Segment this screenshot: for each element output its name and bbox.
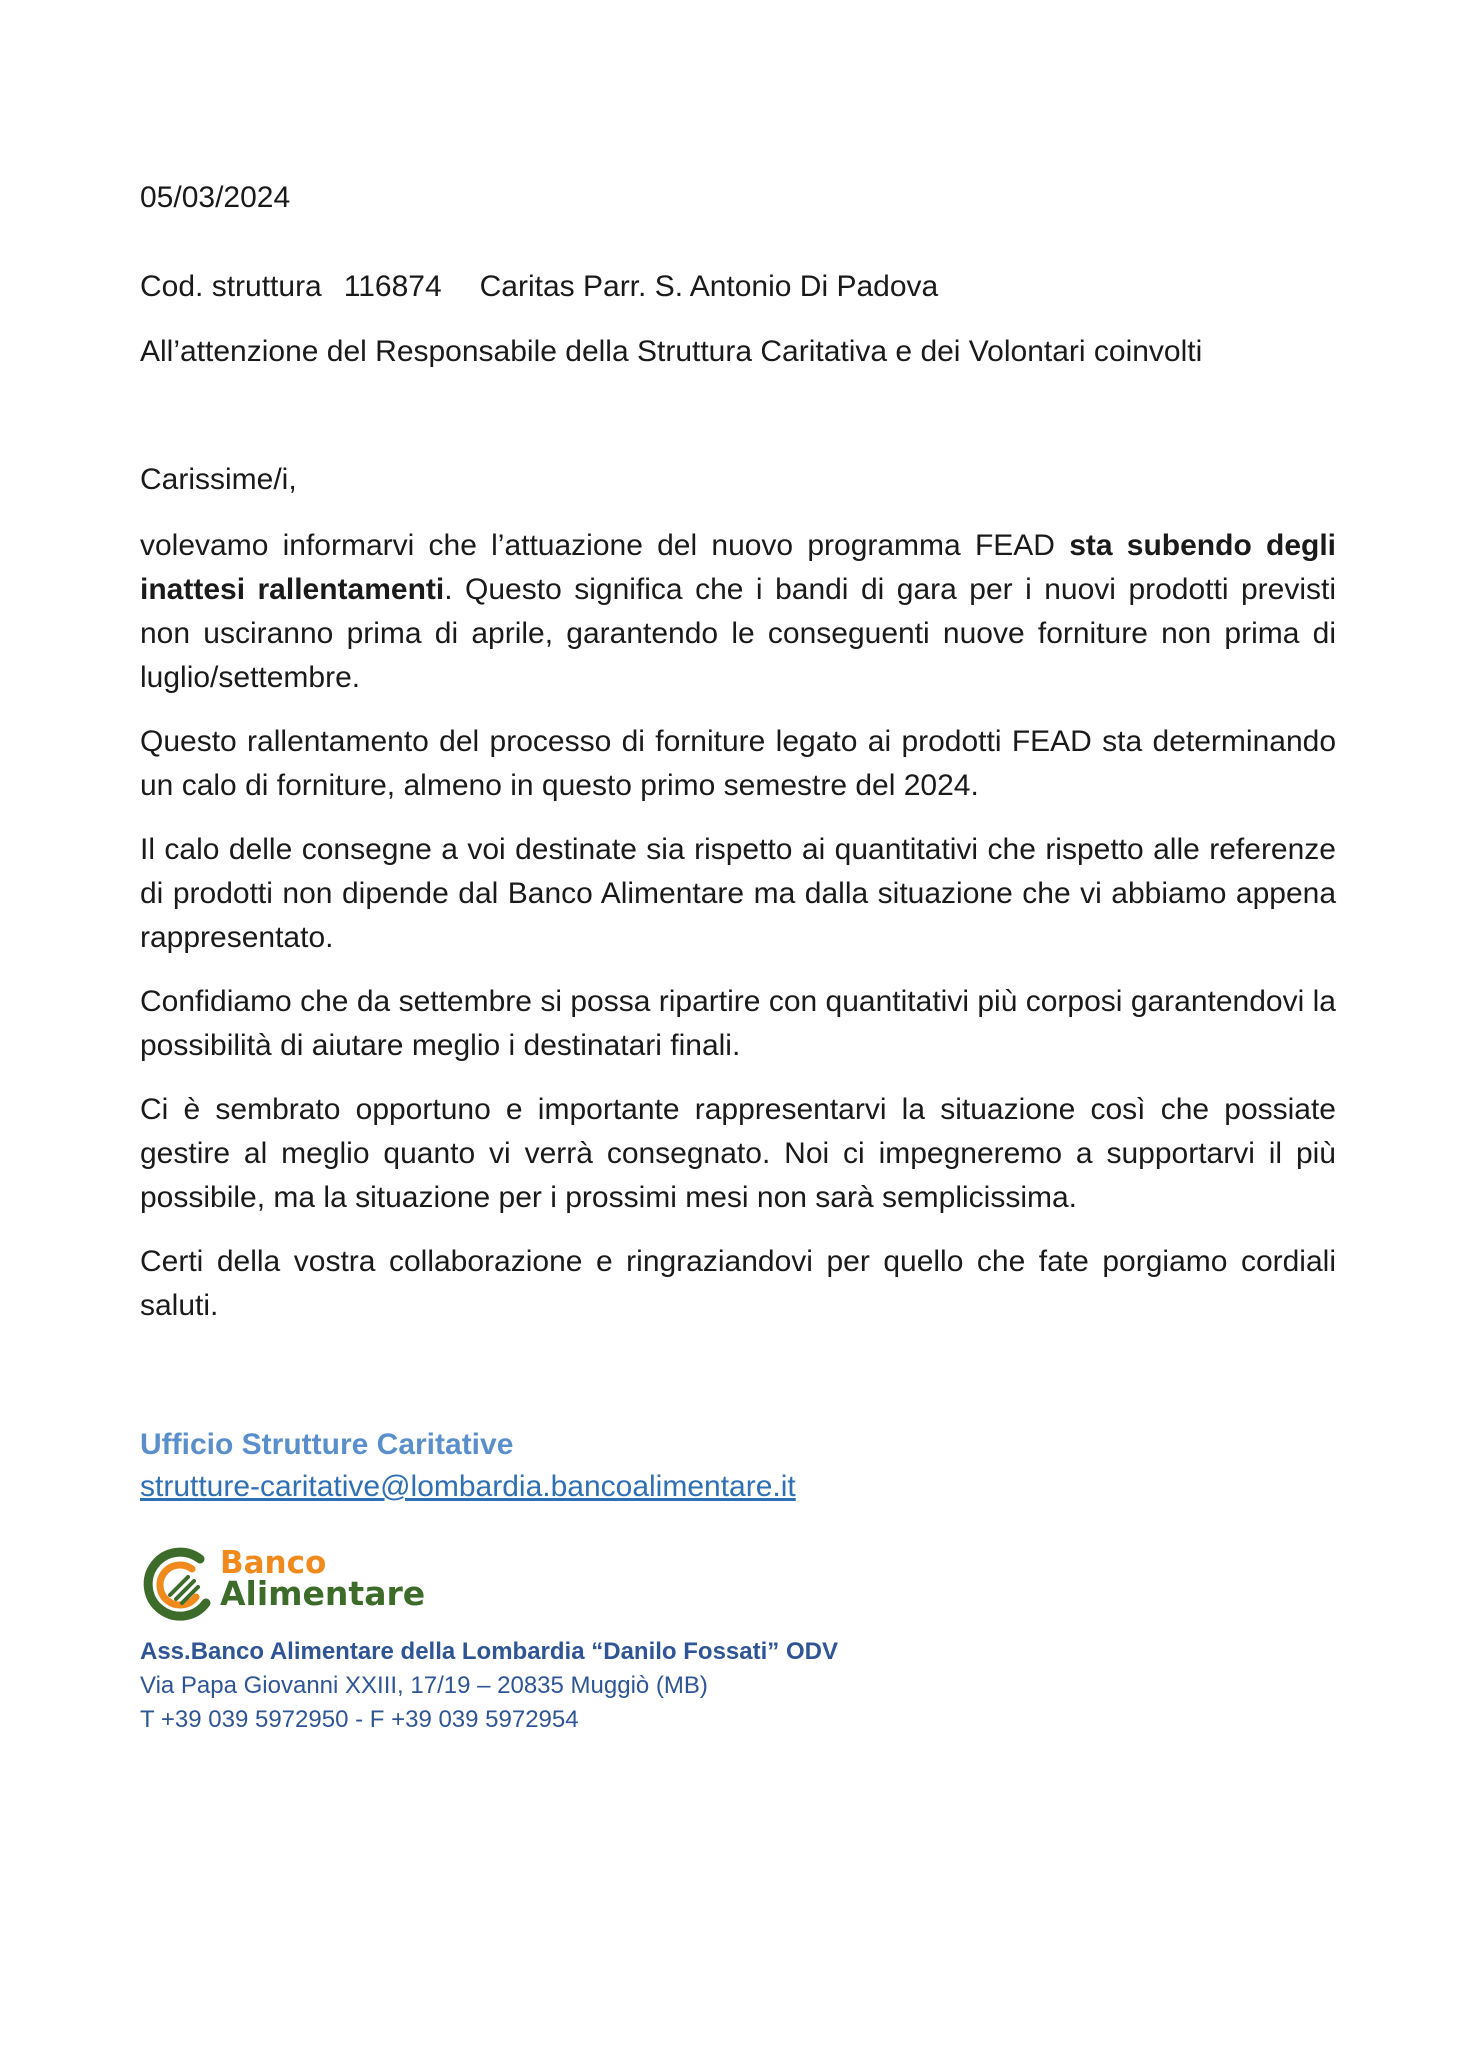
letter-body: [140, 524, 1336, 1348]
organization-footer: [140, 1635, 838, 1737]
organization-name: Ass.Banco Alimentare della Lombardia “Danilo Fossati” ODV: [140, 1638, 838, 1665]
paragraph-6: Certi della vostra collaborazione e ringraziandovi per quello che fate porgiamo cordiali saluti.: [140, 1245, 1336, 1322]
paragraph-1: [140, 524, 1336, 700]
attention-line: All’attenzione del Responsabile della Struttura Caritativa e dei Volontari coinvolti: [140, 335, 1203, 368]
organization-phones: T +39 039 5972950 - F +39 039 5972954: [140, 1706, 579, 1733]
letter-date: 05/03/2024: [140, 181, 291, 214]
paragraph-5: Ci è sembrato opportuno e importante rappresentarvi la situazione così che possiate gestire al meglio quanto vi verrà consegnato. Noi ci impegneremo a supportarvi il più possibile, ma la situazione per i prossimi mesi non sarà semplicissima.: [140, 1093, 1336, 1214]
struttura-line: [140, 267, 938, 307]
paragraph-1-end: . Questo significa che i bandi di gara per i nuovi prodotti previsti non usciranno prima di aprile, garantendo le conseguenti nuove forniture non prima di luglio/settembre.: [140, 573, 1337, 694]
banco-alimentare-logo: [140, 1545, 450, 1625]
paragraph-4: Confidiamo che da settembre si possa ripartire con quantitativi più corposi garantendovi la possibilità di aiutare meglio i destinatari finali.: [140, 985, 1336, 1062]
paragraph-2: Questo rallentamento del processo di forniture legato ai prodotti FEAD sta determinando un calo di forniture, almeno in questo primo semestre del 2024.: [140, 725, 1336, 802]
paragraph-3: Il calo delle consegne a voi destinate sia rispetto ai quantitativi che rispetto alle referenze di prodotti non dipende dal Banco Alimentare ma dalla situazione che vi abbiamo appena rappresentato.: [140, 833, 1336, 954]
struttura-name: Caritas Parr. S. Antonio Di Padova: [479, 270, 939, 303]
organization-address: Via Papa Giovanni XXIII, 17/19 – 20835 Muggiò (MB): [140, 1672, 708, 1699]
office-name: Ufficio Strutture Caritative: [140, 1428, 514, 1461]
email-link[interactable]: strutture-caritative@lombardia.bancoalimentare.it: [140, 1470, 796, 1503]
signature-block: [140, 1424, 796, 1508]
struttura-label: Cod. struttura: [140, 270, 322, 303]
logo-emblem-icon: [140, 1545, 218, 1623]
logo-text-banco: Banco: [220, 1545, 327, 1581]
struttura-code: 116874: [343, 270, 442, 303]
logo-text-alimentare: Alimentare: [220, 1574, 426, 1613]
paragraph-1-start: volevamo informarvi che l’attuazione del nuovo programma FEAD: [140, 529, 1070, 562]
greeting: Carissime/i,: [140, 463, 297, 496]
paragraph-1-bold: sta subendo degli inattesi rallentamenti: [140, 529, 1336, 606]
